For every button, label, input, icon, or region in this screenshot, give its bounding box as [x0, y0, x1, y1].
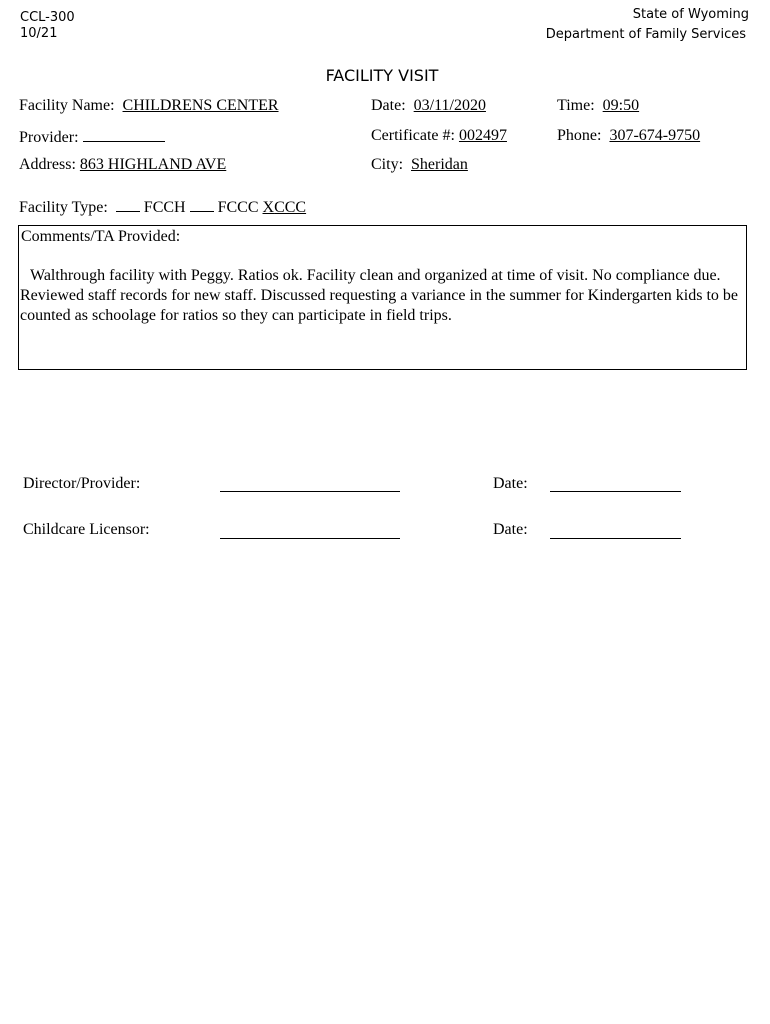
- form-title: FACILITY VISIT: [325, 66, 439, 85]
- time-value: 09:50: [602, 97, 640, 114]
- provider-label: Provider:: [19, 129, 79, 146]
- facility-type-row: [19, 197, 306, 217]
- provider-row: [19, 127, 165, 147]
- facility-type-label: Facility Type:: [19, 199, 108, 216]
- licensor-label: Childcare Licensor:: [23, 521, 150, 538]
- facility-type-fcch: FCCH: [143, 199, 186, 216]
- city-label: City:: [371, 156, 404, 173]
- city-value: Sheridan: [411, 156, 468, 173]
- licensor-date-label: Date:: [493, 521, 528, 538]
- comments-label: Comments/TA Provided:: [21, 228, 181, 245]
- address-value: 863 HIGHLAND AVE: [79, 156, 227, 173]
- facility-type-mark-ccc: X: [262, 199, 275, 216]
- form-code: CCL-300: [20, 10, 75, 25]
- phone-label: Phone:: [557, 127, 602, 144]
- certificate-label: Certificate #:: [371, 127, 455, 144]
- facility-name-row: [19, 97, 279, 115]
- director-provider-label: Director/Provider:: [23, 475, 141, 492]
- form-revision: 10/21: [20, 26, 58, 41]
- licensor-signature-line[interactable]: [220, 538, 400, 539]
- certificate-value: 002497: [458, 127, 507, 144]
- facility-type-ccc: CCC: [274, 199, 307, 216]
- facility-name-value: CHILDRENS CENTER: [122, 97, 279, 114]
- director-date-line[interactable]: [550, 491, 681, 492]
- facility-type-fccc: FCCC: [217, 199, 259, 216]
- address-row: [19, 156, 226, 174]
- provider-value: [83, 127, 165, 142]
- comments-text: Walthrough facility with Peggy. Ratios ok. Facility clean and organized at time of visit. No compliance due. Reviewed staff records for new staff. Discussed requesting a variance in the summer for Kindergarten kids to be counted as schoolage for ratios so they can participate in field trips.: [20, 267, 738, 324]
- certificate-row: [371, 127, 507, 145]
- agency-state: State of Wyoming: [632, 7, 749, 22]
- date-value: 03/11/2020: [413, 97, 486, 114]
- phone-row: [557, 127, 700, 145]
- facility-type-mark-fccc: [190, 197, 214, 212]
- facility-name-label: Facility Name:: [19, 97, 115, 114]
- agency-department: Department of Family Services: [545, 27, 746, 42]
- director-signature-line[interactable]: [220, 491, 400, 492]
- licensor-date-line[interactable]: [550, 538, 681, 539]
- director-date-label: Date:: [493, 475, 528, 492]
- facility-type-mark-fcch: [116, 197, 140, 212]
- comments-box: [18, 225, 747, 370]
- date-label: Date:: [371, 97, 406, 114]
- date-row: [371, 97, 486, 115]
- address-label: Address:: [19, 156, 76, 173]
- time-row: [557, 97, 639, 115]
- city-row: [371, 156, 468, 174]
- phone-value: 307-674-9750: [609, 127, 701, 144]
- time-label: Time:: [557, 97, 595, 114]
